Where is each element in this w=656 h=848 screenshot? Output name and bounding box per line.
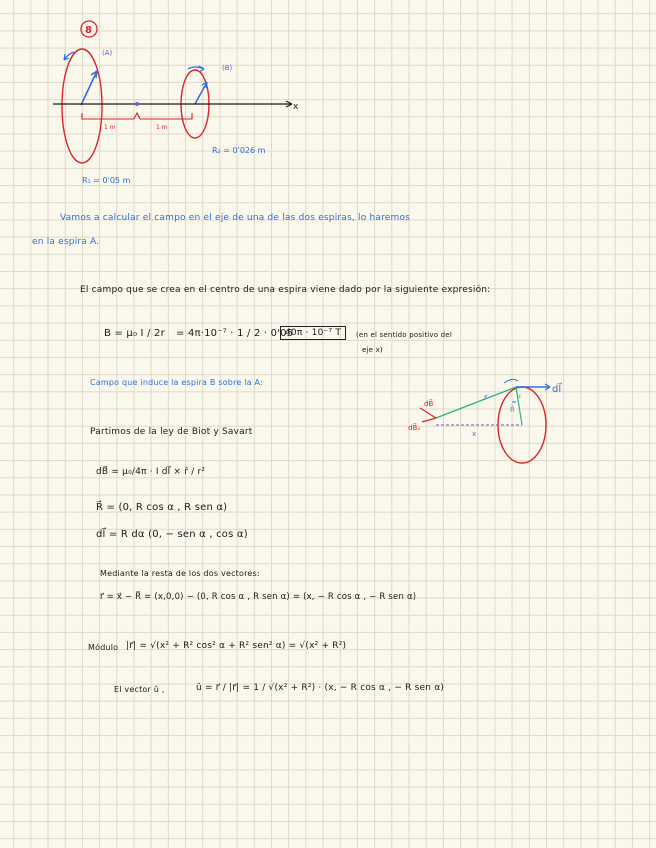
unit-vector-label: El vector û , [114,685,165,694]
biot-savart-figure [400,372,590,472]
R-label: R⃗ [510,406,515,414]
label-b: (B) [222,64,233,72]
intro-line-2: en la espira A. [32,237,100,247]
subtraction-heading: Mediante la resta de los dos vectores: [100,569,260,578]
unit-vector-eq: û = r⃗ / |r⃗| = 1 / √(x² + R²) · (x, − R cos α , − R sen α) [196,683,445,693]
modulus-eq: |r⃗| = √(x² + R² cos² α + R² sen² α) = √(x² + R²) [126,641,347,651]
problem-number: 8 [85,25,92,36]
r-label: r⃗ [484,394,487,402]
biot-heading: Partimos de la ley de Biot y Savart [90,427,253,437]
loop-a [62,49,102,163]
direction-note-2: eje x) [362,346,383,354]
formula-lhs: B = μ₀ I / 2r [104,328,165,339]
section-b-heading: Campo que induce la espira B sobre la A: [90,378,263,387]
loops-figure [40,15,320,195]
x-label: x [472,430,477,438]
formula-substitution: = 4π·10⁻⁷ · 1 / 2 · 0'05 [176,328,294,339]
loop-b-radius-arrow [195,82,207,104]
loop-a-radius-arrow [81,71,97,105]
dist2-label: 1 m [156,124,168,131]
r1-label: R₁ = 0'05 m [82,176,131,185]
formula-result: 40π · 10⁻⁷ T [280,326,346,340]
intro-line-1: Vamos a calcular el campo en el eje de una de las dos espiras, lo haremos [60,213,411,223]
eq-R: R⃗ = (0, R cos α , R sen α) [96,502,228,513]
eq-dl: dl⃗ = R dα (0, − sen α , cos α) [96,529,248,540]
db-vector [420,408,436,418]
direction-note-1: (en el sentido positivo del [356,331,452,339]
db-label: dB⃗ [424,400,434,408]
dist1-label: 1 m [104,124,116,131]
r-vector [436,387,516,418]
alpha-label: α [517,393,521,400]
subtraction-eq: r⃗ = x⃗ − R⃗ = (x,0,0) − (0, R cos α , R sen α) = (x, − R cos α , − R sen α) [100,592,417,602]
distance-bracket [82,113,192,119]
dl-label: dl⃗ [552,384,562,395]
field-center-sentence: El campo que se crea en el centro de una espira viene dado por la siguiente expresión: [80,285,491,295]
eq-db: dB⃗ = μ₀/4π · I dl⃗ × r̂ / r² [96,467,206,477]
label-a: (A) [102,49,113,57]
dbx-vector [422,418,436,422]
r2-label: R₂ = 0'026 m [212,146,266,155]
x-axis-label: x [293,102,299,112]
modulus-label: Módulo [88,643,119,652]
dbx-label: dB⃗ₓ [408,424,421,432]
